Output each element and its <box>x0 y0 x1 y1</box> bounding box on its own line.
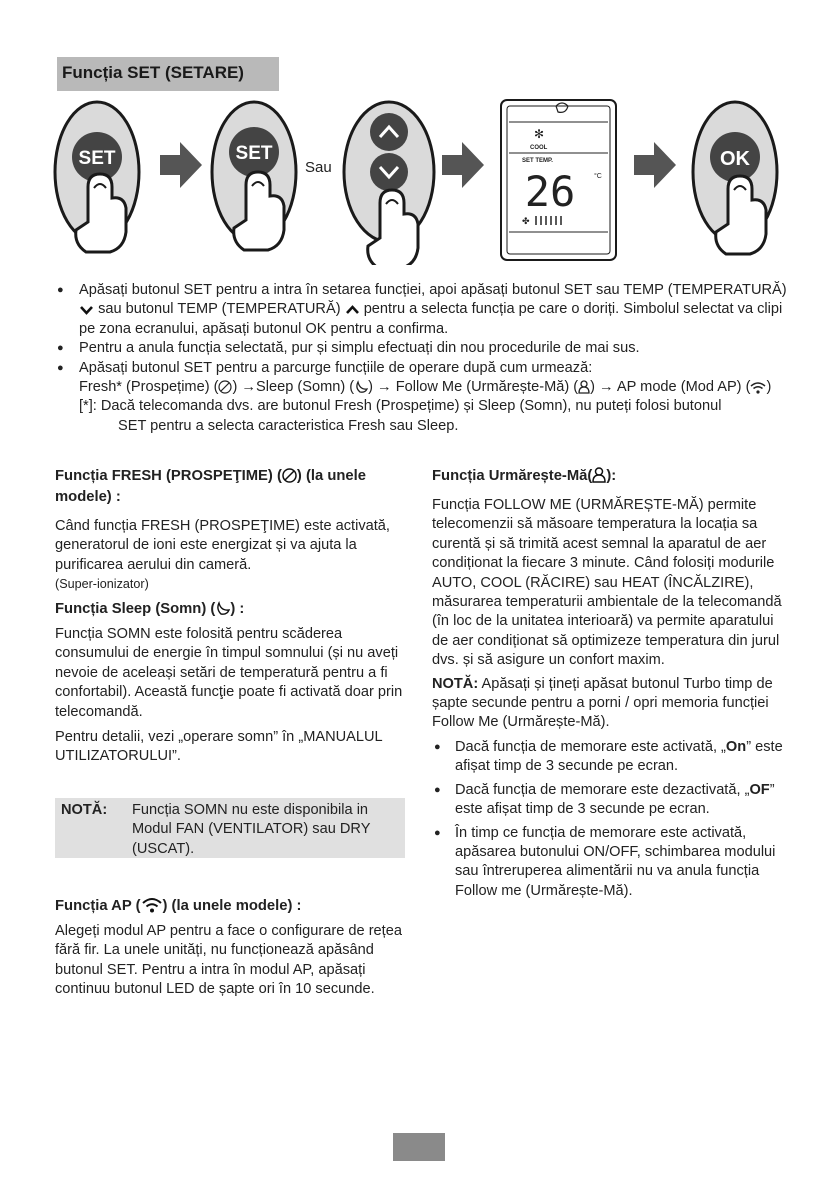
footnote: [*]: Dacă telecomanda dvs. are butonul Fresh (Prospețime) și Sleep (Somn), nu puteți folosi butonul <box>79 398 722 415</box>
list-item <box>55 281 795 339</box>
bullet-text: Apăsați butonul SET pentru a parcurge funcțiile de operare după cum urmează: <box>79 359 593 376</box>
snowflake-icon: ✻ <box>533 127 545 141</box>
temp-down-button[interactable] <box>370 153 408 191</box>
sleep-paragraph: Funcția SOMN este folosită pentru scăderea consumului de energie în timpul somnului (și nu aveți nevoie de aceleași setări de temperatură pentru a fi confortabil). Această funcţie poate fi activată doar prin telecomandă. <box>55 626 403 720</box>
bullet-text: Fresh* (Prospețime) ( <box>79 379 219 396</box>
bullet-text: ) →Sleep (Somn) ( <box>232 379 355 396</box>
list-item: ● Dacă funcția de memorare este dezactivată, „OF” este afișat timp de 3 secunde pe ecran. <box>432 781 792 820</box>
footnote-cont: SET pentru a selecta caracteristica Fresh sau Sleep. <box>118 417 459 434</box>
fresh-section <box>55 466 405 595</box>
remote-display <box>501 100 616 260</box>
display-unit: °C <box>594 173 602 180</box>
fresh-leaf-icon <box>218 380 232 394</box>
remote-set-1 <box>55 102 139 252</box>
list-item <box>55 339 795 358</box>
temp-up-button[interactable] <box>370 113 408 151</box>
bullet-text: Apăsați butonul SET pentru a intra în setarea funcției, apoi apăsați butonul SET sau TEMP (TEMPERATURĂ) <box>79 282 787 298</box>
arrow-right-icon <box>634 142 676 188</box>
wifi-icon <box>750 381 766 394</box>
remote-temp <box>344 102 434 265</box>
arrow-right-icon <box>442 142 484 188</box>
fresh-note: (Super-ionizator) <box>55 577 149 592</box>
display-set-temp: SET TEMP. <box>522 158 553 164</box>
follow-me-heading: Funcția Urmărește-Mă( ): <box>432 468 617 484</box>
remote-set-2 <box>212 102 296 250</box>
bullet-text: ) <box>766 379 772 396</box>
follow-me-paragraph: Funcția FOLLOW ME (URMĂREȘTE-MĂ) permite telecomenzii să măsoare temperatura la locația sa curentă și să trimită acest semnal la aparatul de aer condiționat la fiecare 3 minute. Când folosiți modurile AUTO, COOL (RĂCIRE) sau HEAT (ÎNCĂLZIRE), măsurarea temperaturii ambientale de la telecomandă (în loc de la unitatea interioară) va permite aparatului de aer condiționat să optimizeze temperatura din jurul dvs. și să asigure un confort maxim. <box>432 497 782 669</box>
fresh-paragraph: Când funcția FRESH (PROSPEŢIME) este activată, generatorul de ioni este energizat și va ajuta la purificarea aerului din cameră. <box>55 518 390 573</box>
sleep-details: Pentru detalii, vezi „operare somn” în „MANUALUL UTILIZATORULUI”. <box>55 729 383 765</box>
ap-paragraph: Alegeți modul AP pentru a face o configurare de rețea fără fir. La unele unități, nu funcționează apăsând butonul SET. Pentru a intra în modul AP, apăsați continuu butonul LED de șapte ori în 10 secunde. <box>55 923 402 998</box>
ap-heading: Funcția AP ( ) (la unele modele) : <box>55 898 302 914</box>
arrow-right-icon <box>160 142 202 188</box>
fresh-heading: Funcția FRESH (PROSPEŢIME) ( ) (la unele modele) : <box>55 468 366 505</box>
sleep-icon <box>354 380 368 394</box>
sleep-heading: Funcția Sleep (Somn) ( ) : <box>55 601 245 617</box>
chevron-up-icon <box>345 304 360 316</box>
bullet-text: Pentru a anula funcția selectată, pur și simplu efectuați din nou procedurile de mai sus. <box>79 340 640 357</box>
person-icon <box>592 467 606 483</box>
follow-me-note: NOTĂ: Apăsați și țineți apăsat butonul Turbo timp de șapte secunde pentru a porni / opri memoria funcției Follow Me (Urmărește-Mă). <box>432 675 773 731</box>
bullet-text: ) → Follow Me (Urmărește-Mă) ( <box>368 379 579 396</box>
sleep-note-box <box>55 798 405 858</box>
remote-ok <box>693 102 777 254</box>
list-item: ● În timp ce funcția de memorare este activată, apăsarea butonului ON/OFF, schimbarea modului sau întreruperea alimentării nu va anula funcția Follow me (Urmărește-Mă). <box>432 824 792 902</box>
list-item <box>55 359 795 398</box>
ap-section <box>55 896 405 1000</box>
ok-button-label: OK <box>720 148 750 170</box>
set-button-1-label: SET <box>78 148 116 169</box>
sleep-icon <box>215 601 230 616</box>
set-button-2-label: SET <box>235 143 273 164</box>
chevron-down-icon <box>79 304 94 316</box>
wifi-icon <box>141 897 163 913</box>
section-title-box <box>57 57 279 91</box>
display-temperature: 26 <box>524 167 576 216</box>
memory-list <box>432 738 792 901</box>
bullet-text: ) → AP mode (Mod AP) ( <box>590 379 751 396</box>
fan-icon: ✤ <box>522 217 530 227</box>
sleep-section <box>55 599 405 767</box>
fresh-leaf-icon <box>282 468 297 483</box>
bullet-text: pentru a selecta funcția pe care o doriți. Simbolul selectat va clipi pe zona ecranului, apăsați butonul OK pentru a confirma. <box>79 301 783 337</box>
set-procedure-diagram <box>0 95 839 265</box>
follow-me-section <box>432 466 792 905</box>
display-mode: COOL <box>530 145 548 151</box>
list-item: ● Dacă funcția de memorare este activată, „On” este afișat timp de 3 secunde pe ecran. <box>432 738 792 777</box>
bullet-text: sau butonul TEMP (TEMPERATURĂ) <box>98 301 341 318</box>
sau-label: Sau <box>305 159 332 176</box>
note-label: NOTĂ: <box>61 802 108 818</box>
person-icon <box>578 380 590 394</box>
page-number-box <box>393 1133 445 1161</box>
instructions-list <box>55 281 795 436</box>
section-title: Funcția SET (SETARE) <box>62 63 244 82</box>
note-text: Funcția SOMN nu este disponibila in Modul FAN (VENTILATOR) sau DRY (USCAT). <box>132 802 371 857</box>
